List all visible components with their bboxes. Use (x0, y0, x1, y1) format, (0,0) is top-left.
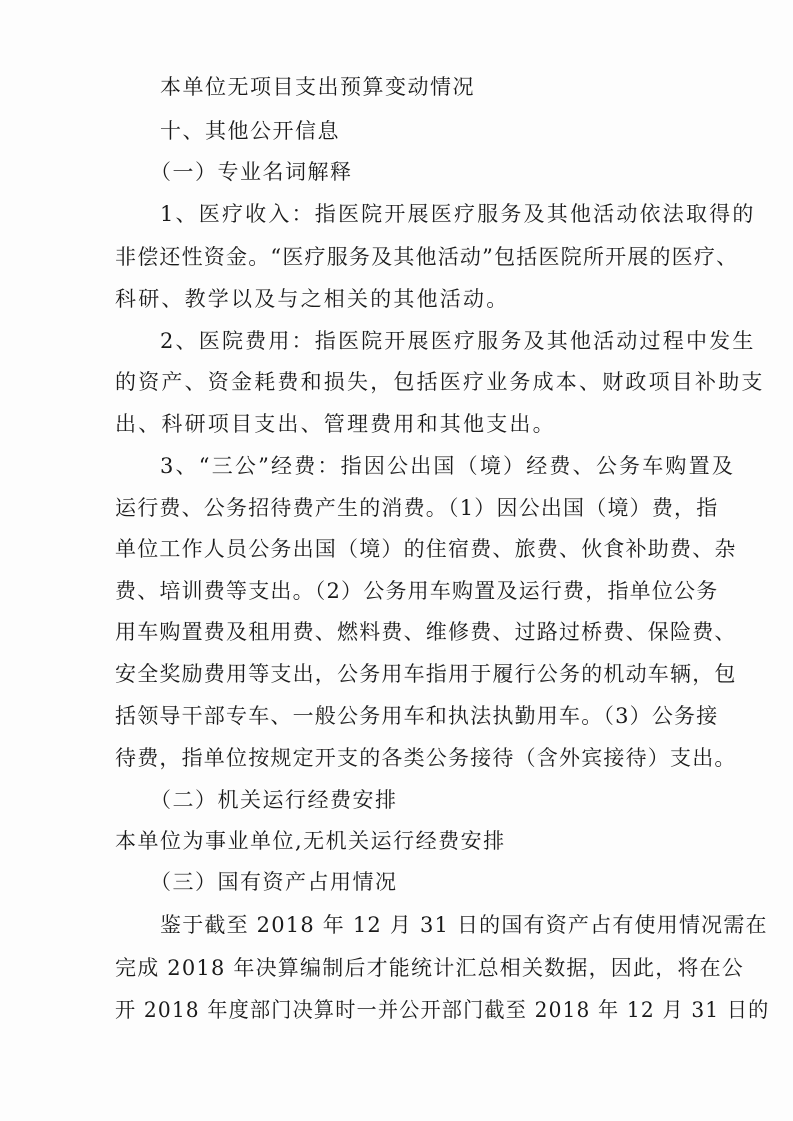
paragraph-line: 运行费、公务招待费产生的消费。（1）因公出国（境）费，指 (115, 496, 719, 520)
paragraph-line: 安全奖励费用等支出，公务用车指用于履行公务的机动车辆，包 (115, 662, 737, 686)
paragraph-line: 2、医院费用：指医院开展医疗服务及其他活动过程中发生 (160, 329, 756, 353)
paragraph-line: 本单位为事业单位,无机关运行经费安排 (115, 829, 506, 853)
paragraph-line: 非偿还性资金。“医疗服务及其他活动”包括医院所开展的医疗、 (115, 245, 739, 269)
paragraph-line: 科研、教学以及与之相关的其他活动。 (115, 287, 510, 311)
paragraph-line: 用车购置费及租用费、燃料费、维修费、过路过桥费、保险费、 (115, 620, 737, 644)
subsection-heading-2: （二）机关运行经费安排 (150, 788, 398, 812)
paragraph-line: 费、培训费等支出。（2）公务用车购置及运行费，指单位公务 (115, 579, 719, 603)
paragraph-line: 鉴于截至 2018 年 12 月 31 日的国有资产占有使用情况需在 (160, 913, 768, 937)
paragraph-line: 3、“三公”经费：指因公出国（境）经费、公务车购置及 (160, 454, 736, 478)
paragraph-line: 1、医疗收入：指医院开展医疗服务及其他活动依法取得的 (160, 202, 756, 226)
subsection-heading-3: （三）国有资产占用情况 (150, 870, 398, 894)
paragraph-line: 的资产、资金耗费和损失，包括医疗业务成本、财政项目补助支 (115, 370, 765, 394)
paragraph-line: 待费，指单位按规定开支的各类公务接待（含外宾接待）支出。 (115, 746, 737, 770)
section-heading-10: 十、其他公开信息 (160, 119, 340, 143)
paragraph-line: 完成 2018 年决算编制后才能统计汇总相关数据，因此，将在公 (115, 956, 744, 980)
paragraph-line: 本单位无项目支出预算变动情况 (160, 75, 475, 99)
subsection-heading-1: （一）专业名词解释 (150, 160, 353, 184)
paragraph-line: 单位工作人员公务出国（境）的住宿费、旅费、伙食补助费、杂 (115, 537, 737, 561)
paragraph-line: 出、科研项目支出、管理费用和其他支出。 (115, 412, 556, 436)
paragraph-line: 括领导干部专车、一般公务用车和执法执勤用车。（3）公务接 (115, 704, 719, 728)
paragraph-line: 开 2018 年度部门决算时一并公开部门截至 2018 年 12 月 31 日的 (115, 998, 770, 1022)
